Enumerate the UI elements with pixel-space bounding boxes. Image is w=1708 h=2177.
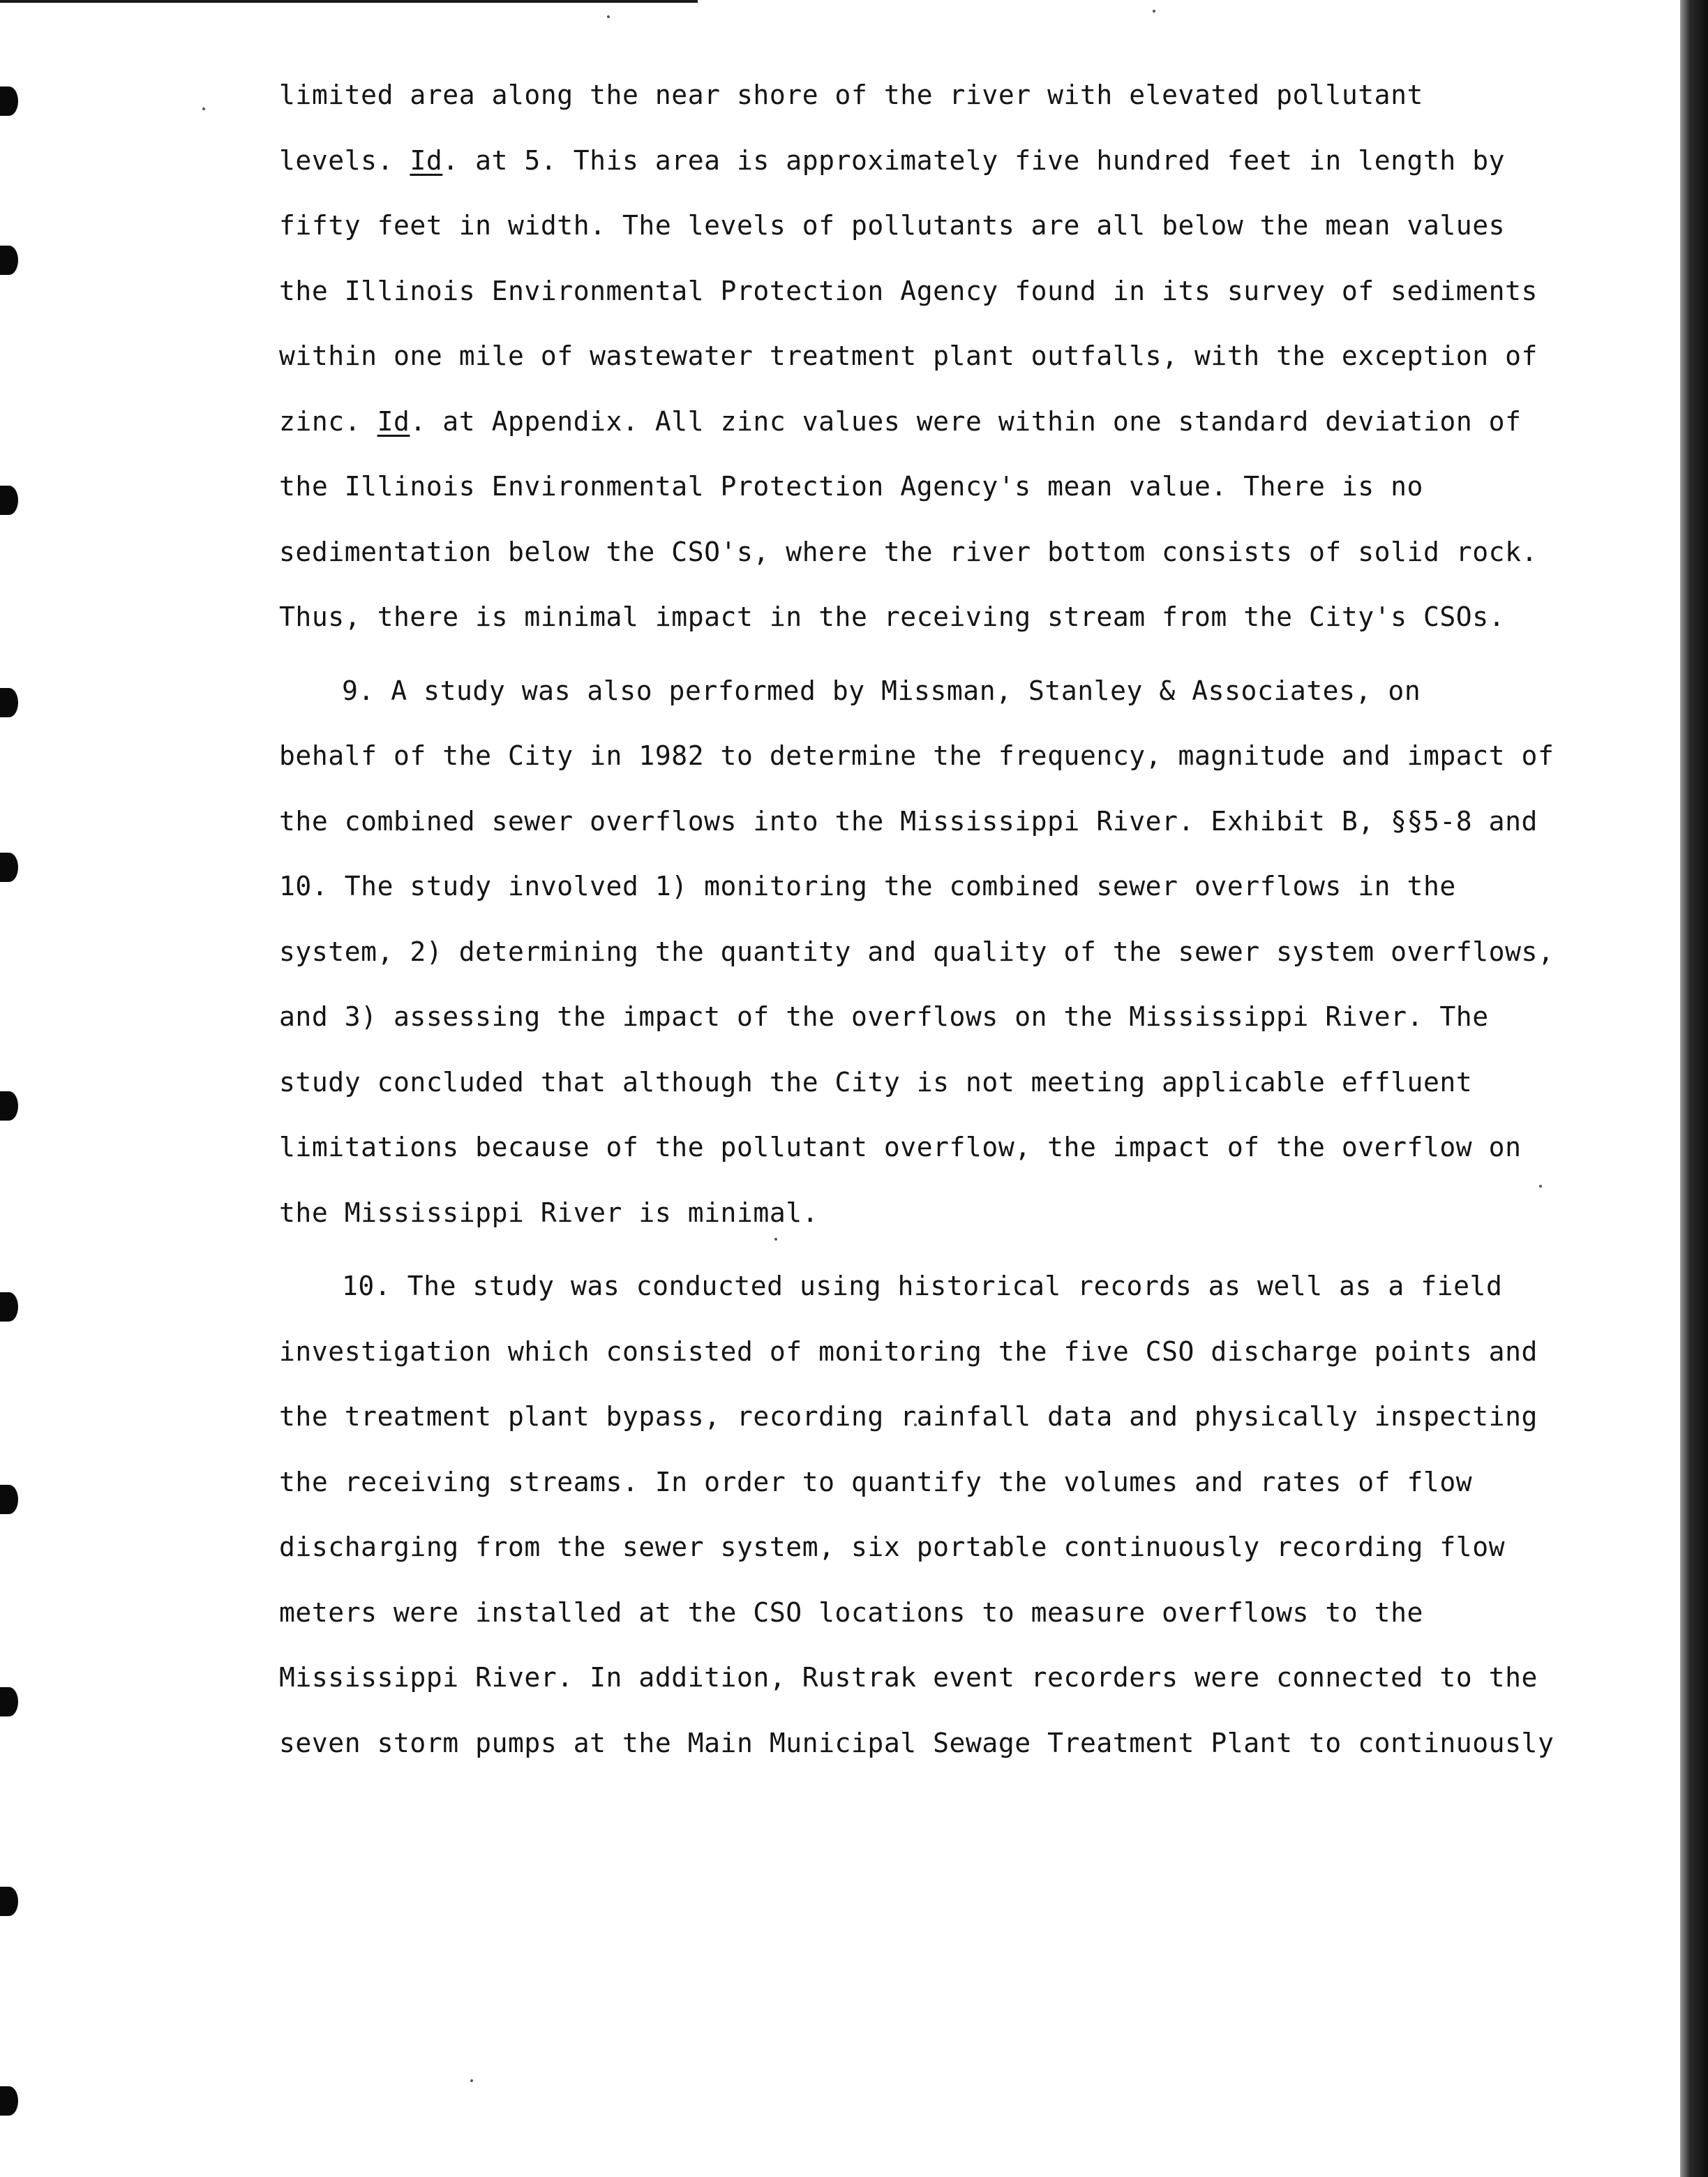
text-segment: levels. [279, 144, 410, 176]
text-line: sedimentation below the CSO's, where the river bottom consists of solid rock. [279, 536, 1538, 567]
scan-speck [202, 107, 205, 110]
paragraph-10 [279, 1254, 1591, 1776]
text-line [279, 389, 1591, 455]
paragraph-gap [279, 1245, 1591, 1254]
text-line: fifty feet in width. The levels of pollutants are all below the mean values [279, 210, 1506, 241]
text-line [279, 128, 1591, 194]
text-line: meters were installed at the CSO locations to measure overflows to the [279, 1596, 1423, 1628]
binder-hole [0, 1292, 18, 1322]
binder-hole [0, 2086, 18, 2116]
citation-id: Id [410, 144, 443, 176]
scan-right-edge [1680, 0, 1708, 2177]
text-line: the combined sewer overflows into the Mississippi River. Exhibit B, §§5-8 and [279, 805, 1538, 837]
text-line: the treatment plant bypass, recording rainfall data and physically inspecting [279, 1401, 1538, 1432]
text-line: the Illinois Environmental Protection Agency's mean value. There is no [279, 471, 1423, 502]
binder-hole [0, 1887, 18, 1916]
text-segment: . at Appendix. All zinc values were within one standard deviation of [410, 405, 1522, 437]
text-line: study concluded that although the City is not meeting applicable effluent [279, 1066, 1473, 1098]
paragraph-9 [279, 659, 1591, 1246]
text-line: within one mile of wastewater treatment plant outfalls, with the exception of [279, 341, 1538, 371]
text-line: behalf of the City in 1982 to determine the frequency, magnitude and impact of [279, 740, 1555, 771]
binder-hole [0, 688, 18, 717]
scan-speck [470, 2079, 473, 2082]
text-line: and 3) assessing the impact of the overflows on the Mississippi River. The [279, 1001, 1489, 1032]
text-line: investigation which consisted of monitoring the five CSO discharge points and [279, 1336, 1538, 1367]
text-line: Mississippi River. In addition, Rustrak event recorders were connected to the [279, 1662, 1538, 1693]
text-line: Thus, there is minimal impact in the receiving stream from the City's CSOs. [279, 601, 1506, 632]
paragraph-8 [279, 63, 1591, 650]
binder-hole [0, 1091, 18, 1121]
binder-hole [0, 87, 18, 116]
text-line: system, 2) determining the quantity and quality of the sewer system overflows, [279, 936, 1555, 967]
binder-hole [0, 853, 18, 882]
text-line: limitations because of the pollutant overflow, the impact of the overflow on [279, 1132, 1522, 1162]
text-line: the receiving streams. In order to quantify the volumes and rates of flow [279, 1466, 1473, 1497]
text-line: seven storm pumps at the Main Municipal Sewage Treatment Plant to continuously [279, 1727, 1555, 1758]
binder-hole [0, 246, 18, 275]
text-line: 10. The study was conducted using historical records as well as a field [342, 1271, 1503, 1301]
text-line: the Illinois Environmental Protection Agency found in its survey of sediments [279, 275, 1538, 306]
text-line: 10. The study involved 1) monitoring the combined sewer overflows in the [279, 871, 1456, 902]
binder-hole [0, 1485, 18, 1514]
citation-id: Id [377, 405, 410, 437]
document-body [279, 63, 1591, 1776]
scan-top-edge [0, 0, 698, 3]
text-segment: . at 5. This area is approximately five hundred feet in length by [442, 144, 1506, 176]
text-segment: zinc. [279, 405, 377, 437]
binder-hole [0, 486, 18, 515]
text-line: 9. A study was also performed by Missman, Stanley & Associates, on [342, 675, 1421, 706]
scan-speck [1153, 10, 1155, 13]
paragraph-gap [279, 650, 1591, 659]
text-line: the Mississippi River is minimal. [279, 1197, 819, 1228]
scan-speck [607, 15, 610, 18]
text-line: discharging from the sewer system, six portable continuously recording flow [279, 1532, 1506, 1562]
text-line: limited area along the near shore of the river with elevated pollutant [279, 80, 1423, 110]
binder-hole [0, 1687, 18, 1716]
